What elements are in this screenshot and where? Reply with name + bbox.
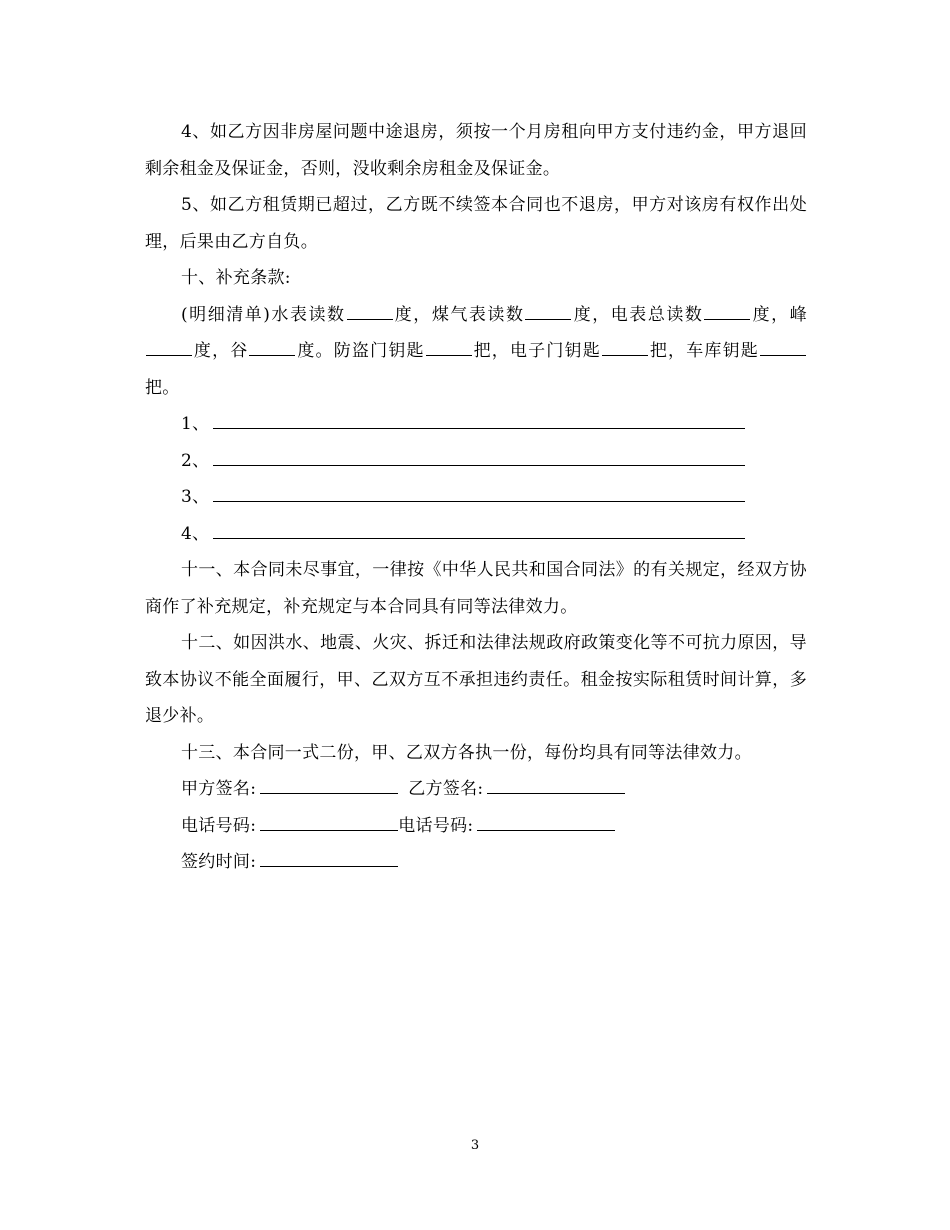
supplement-item-blank[interactable] [213, 412, 745, 429]
supplement-item [145, 406, 807, 443]
page-number: 3 [470, 1138, 480, 1153]
detail-electronic-door-key-label: 把，电子门钥匙 [472, 341, 601, 361]
party-a-sign-blank[interactable] [260, 777, 398, 794]
garage-key-blank[interactable] [760, 339, 806, 356]
phone-row [145, 808, 807, 845]
supplement-item-number: 3、 [181, 487, 210, 507]
party-a-sign-label: 甲方签名: [181, 779, 257, 799]
party-a-phone-label: 电话号码: [181, 815, 257, 836]
supplement-item-number: 1、 [181, 414, 210, 434]
date-row [145, 844, 807, 881]
water-reading-blank[interactable] [347, 303, 393, 320]
detail-security-door-key-label: 度。防盗门钥匙 [296, 341, 425, 361]
supplement-item [145, 479, 807, 516]
supplement-item-blank[interactable] [213, 485, 745, 502]
section-13: 十三、本合同一式二份，甲、乙双方各执一份，每份均具有同等法律效力。 [181, 742, 752, 763]
gas-reading-blank[interactable] [525, 303, 571, 320]
party-b-sign-label: 乙方签名: [408, 779, 484, 799]
supplement-item-blank[interactable] [213, 522, 745, 539]
party-b-sign-blank[interactable] [487, 777, 625, 794]
electric-reading-blank[interactable] [704, 303, 750, 320]
supplement-item [145, 516, 807, 553]
detail-gas-label: 度，煤气表读数 [393, 304, 525, 325]
detail-electric-label: 度，电表总读数 [572, 304, 704, 325]
section-10-heading: 十、补充条款: [181, 268, 291, 288]
electronic-door-key-blank[interactable] [602, 339, 648, 356]
supplement-item-number: 2、 [181, 450, 210, 471]
section-11: 十一、本合同未尽事宜，一律按《中华人民共和国合同法》的有关规定，经双方协商作了补充规定，补充规定与本合同具有同等法律效力。 [145, 560, 807, 617]
valley-reading-blank[interactable] [249, 339, 295, 356]
clause-4: 4、如乙方因非房屋问题中途退房，须按一个月房租向甲方支付违约金，甲方退回剩余租金及保证金，否则，没收剩余房租金及保证金。 [145, 122, 807, 179]
detail-end: 把。 [145, 377, 180, 398]
sign-date-blank[interactable] [260, 850, 398, 867]
supplement-item [145, 443, 807, 480]
party-b-phone-blank[interactable] [477, 814, 615, 831]
document-body [145, 114, 807, 881]
detail-garage-key-label: 把，车库钥匙 [648, 341, 759, 361]
detail-peak-label: 度，峰 [751, 304, 808, 325]
detail-list [145, 297, 807, 407]
signature-row [145, 771, 807, 808]
supplement-item-number: 4、 [181, 523, 210, 544]
sign-date-label: 签约时间: [181, 852, 257, 872]
clause-5: 5、如乙方租赁期已超过，乙方既不续签本合同也不退房，甲方对该房有权作出处理，后果由乙方自负。 [145, 195, 807, 252]
party-a-phone-blank[interactable] [260, 814, 398, 831]
detail-water-label: (明细清单)水表读数 [181, 304, 346, 325]
section-12: 十二、如因洪水、地震、火灾、拆迁和法律法规政府政策变化等不可抗力原因，导致本协议不能全面履行，甲、乙双方互不承担违约责任。租金按实际租赁时间计算，多退少补。 [145, 633, 807, 726]
party-b-phone-label: 电话号码: [398, 815, 474, 836]
supplement-item-blank[interactable] [213, 449, 745, 466]
security-door-key-blank[interactable] [426, 339, 472, 356]
detail-valley-label: 度，谷 [193, 341, 249, 361]
peak-reading-blank[interactable] [146, 339, 192, 356]
